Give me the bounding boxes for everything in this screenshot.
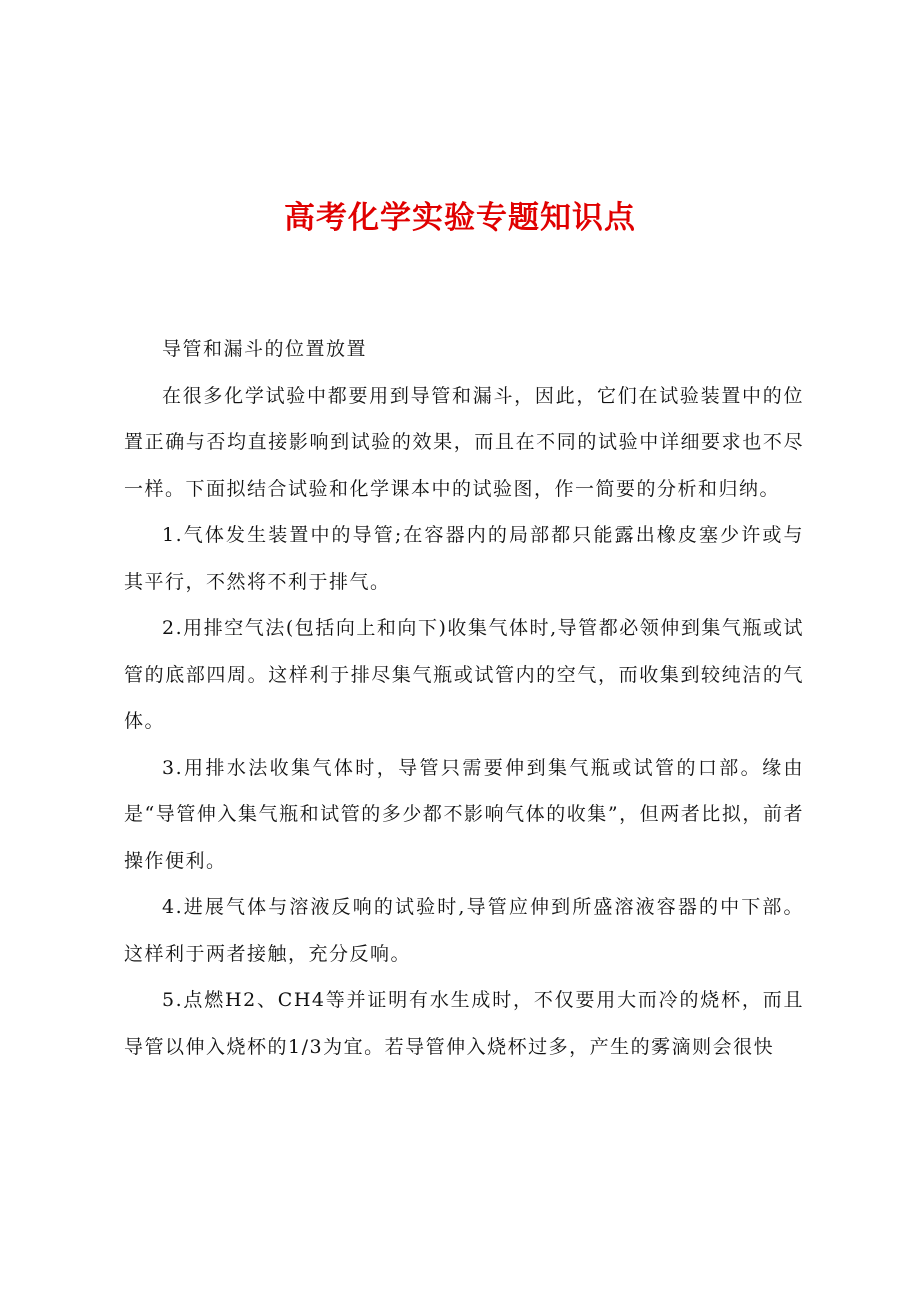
document-body	[124, 326, 804, 1070]
point-2-paragraph: 2.用排空气法(包括向上和向下)收集气体时,导管都必领伸到集气瓶或试管的底部四周。这样利于排尽集气瓶或试管内的空气，而收集到较纯洁的气体。	[124, 617, 804, 732]
point-4-paragraph: 4.进展气体与溶液反响的试验时,导管应伸到所盛溶液容器的中下部。这样利于两者接触，充分反响。	[124, 896, 804, 965]
intro-paragraph: 在很多化学试验中都要用到导管和漏斗，因此，它们在试验装置中的位置正确与否均直接影响到试验的效果，而且在不同的试验中详细要求也不尽一样。下面拟结合试验和化学课本中的试验图，作一简要的分析和归纳。	[124, 384, 804, 500]
point-1-paragraph: 1.气体发生装置中的导管;在容器内的局部都只能露出橡皮塞少许或与其平行，不然将不利于排气。	[124, 524, 804, 593]
document-title: 高考化学实验专题知识点	[284, 200, 636, 236]
point-3-paragraph: 3.用排水法收集气体时，导管只需要伸到集气瓶或试管的口部。缘由是“导管伸入集气瓶和试管的多少都不影响气体的收集”，但两者比拟，前者操作便利。	[124, 756, 804, 872]
point-5-paragraph: 5.点燃H2、CH4等并证明有水生成时，不仅要用大而冷的烧杯，而且导管以伸入烧杯的1/3为宜。若导管伸入烧杯过多，产生的雾滴则会很快	[124, 989, 804, 1058]
section-heading: 导管和漏斗的位置放置	[162, 338, 368, 360]
